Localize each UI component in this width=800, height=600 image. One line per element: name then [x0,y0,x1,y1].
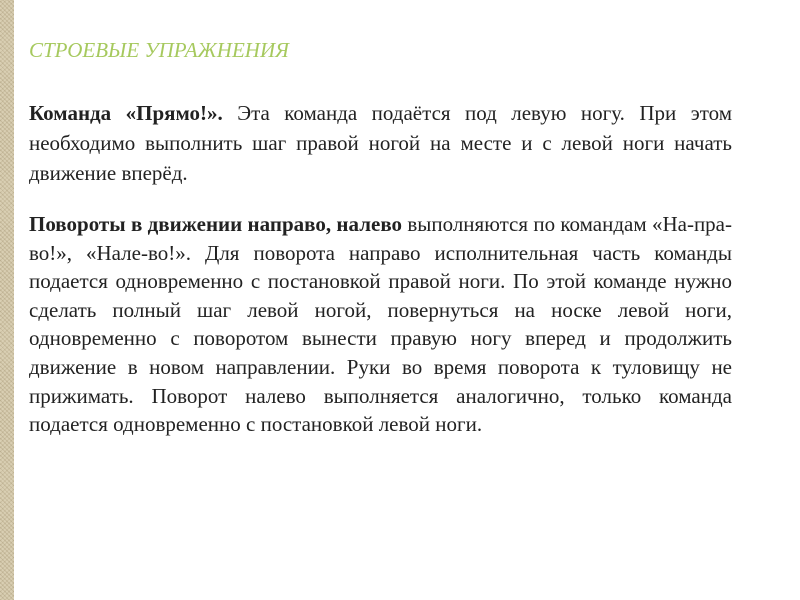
decorative-side-band [0,0,14,600]
paragraph-text: выполняются по командам «На-пра-во!», «Нале-во!». Для поворота направо исполнительная часть команды подается одновременно с постановкой правой ноги. По этой команде нужно сделать полный шаг левой ногой, повернуться на носке левой ноги, одновременно с поворотом вынести правую ногу вперед и продолжить движение в новом направлении. Руки во время поворота к туловищу не прижимать. Поворот налево выполняется аналогично, только команда подается одновременно с постановкой левой ноги. [29,212,732,437]
paragraph-text: Эта команда подаётся под левую ногу. При этом необходимо выполнить шаг правой ногой на месте и с левой ноги начать движение вперёд. [29,101,732,185]
paragraph-lead: Команда «Прямо!». [29,101,223,125]
paragraph-straight-command [29,98,732,188]
paragraph-lead: Повороты в движении направо, налево [29,212,403,236]
slide-title: СТРОЕВЫЕ УПРАЖНЕНИЯ [29,38,289,62]
paragraph-turns-in-motion [29,210,732,439]
